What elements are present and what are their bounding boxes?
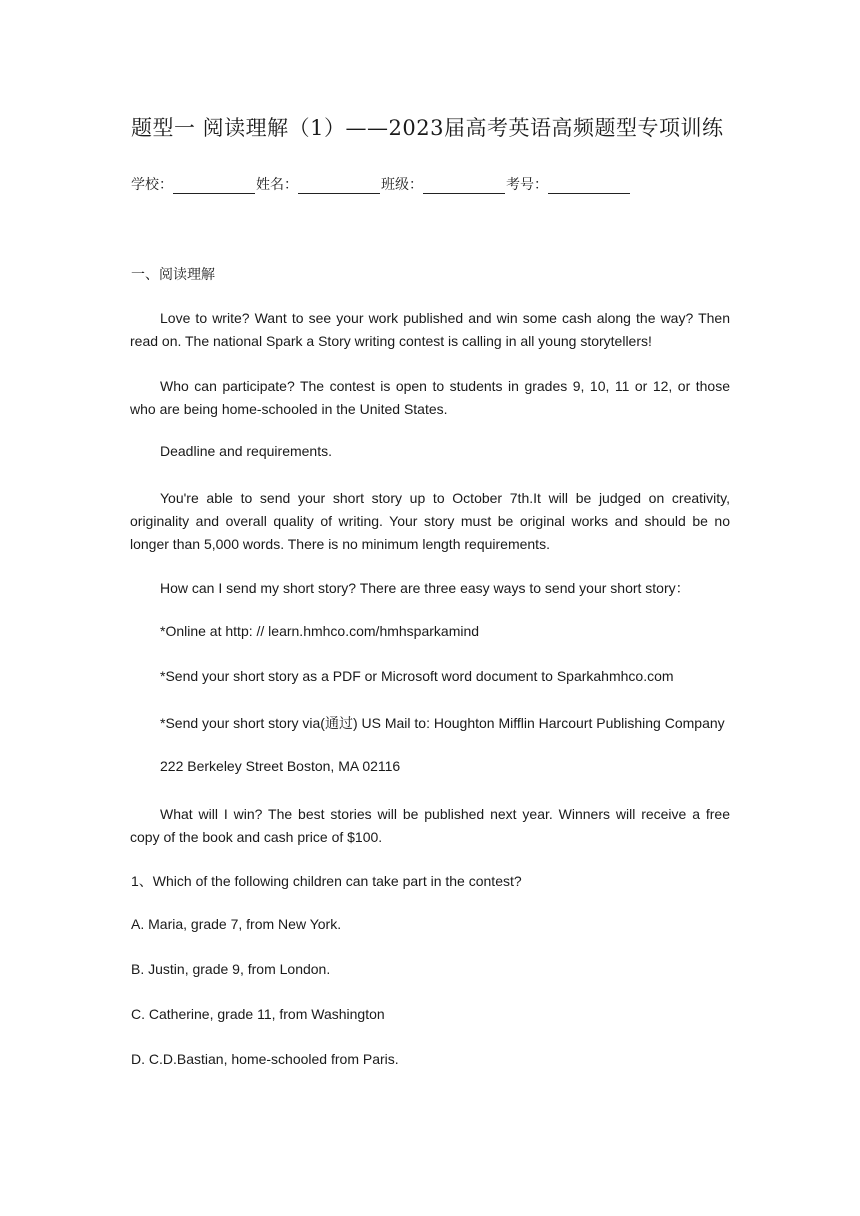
school-blank[interactable] — [173, 179, 255, 194]
question-1-option-d[interactable]: D. C.D.Bastian, home-schooled from Paris. — [131, 1051, 399, 1067]
exam-number-blank[interactable] — [548, 179, 630, 194]
passage-paragraph-5: How can I send my short story? There are three easy ways to send your short story： — [160, 580, 690, 596]
question-1-option-a[interactable]: A. Maria, grade 7, from New York. — [131, 916, 342, 932]
passage-paragraph-4: You're able to send your short story up to October 7th.It will be judged on creativity, originality and overall quality of writing. Your story must be original works and should be no longer than 5,000 words. There is no minimum length requirements. — [130, 490, 730, 552]
class-label: 班级： — [381, 176, 423, 192]
name-label: 姓名： — [256, 176, 298, 192]
student-info-line — [131, 174, 631, 194]
document-title: 题型一 阅读理解（1）——2023届高考英语高频题型专项训练 — [131, 116, 724, 140]
question-1-stem: 1、Which of the following children can take part in the contest? — [131, 873, 522, 889]
exam-number-label: 考号： — [506, 176, 548, 192]
class-field — [381, 174, 506, 194]
passage-paragraph-3: Deadline and requirements. — [160, 443, 332, 459]
passage-paragraph-6: *Online at http: // learn.hmhco.com/hmhsparkamind — [160, 623, 480, 639]
question-1-option-b[interactable]: B. Justin, grade 9, from London. — [131, 961, 331, 977]
passage-paragraph-9: 222 Berkeley Street Boston, MA 02116 — [160, 758, 401, 774]
passage-paragraph-2: Who can participate? The contest is open to students in grades 9, 10, 11 or 12, or those who are being home-schooled in the United States. — [130, 378, 730, 417]
school-field — [131, 174, 256, 194]
passage-paragraph-1: Love to write? Want to see your work published and win some cash along the way? Then read on. The national Spark a Story writing contest is calling in all young storytellers! — [130, 310, 730, 349]
exam-number-field — [506, 174, 631, 194]
passage-paragraph-7: *Send your short story as a PDF or Microsoft word document to Sparkahmhco.com — [160, 668, 674, 684]
question-1-option-c[interactable]: C. Catherine, grade 11, from Washington — [131, 1006, 385, 1022]
passage-paragraph-10: What will I win? The best stories will be published next year. Winners will receive a free copy of the book and cash price of $100. — [130, 806, 730, 845]
section-heading: 一、阅读理解 — [131, 266, 215, 282]
name-blank[interactable] — [298, 179, 380, 194]
class-blank[interactable] — [423, 179, 505, 194]
passage-paragraph-8: *Send your short story via(通过) US Mail to: Houghton Mifflin Harcourt Publishing Company — [160, 715, 725, 731]
name-field — [256, 174, 381, 194]
school-label: 学校： — [131, 176, 173, 192]
